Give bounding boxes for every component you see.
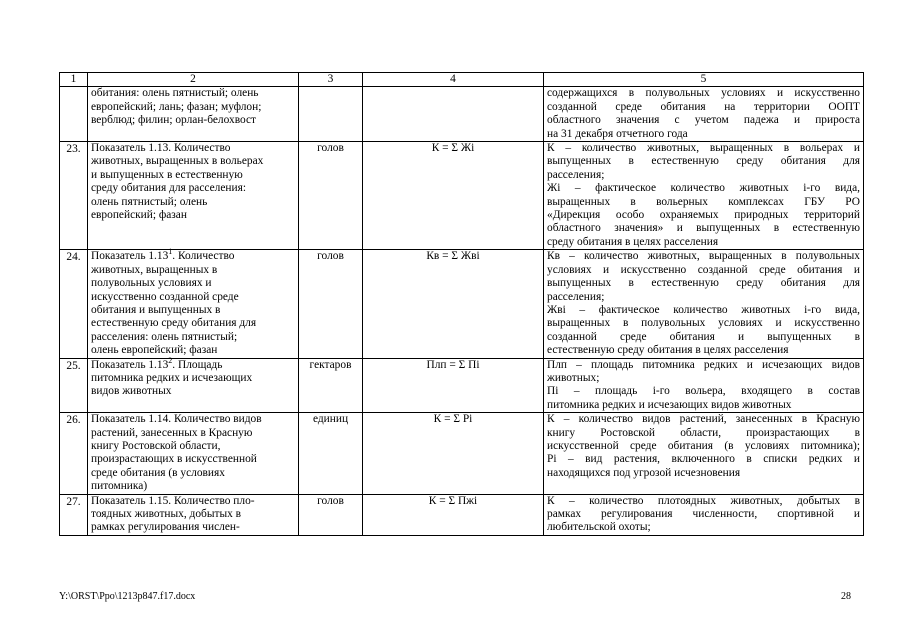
indicator-name-line: европейский; фазан (91, 209, 187, 222)
indicator-name-line: питомника) (91, 480, 148, 493)
description-line: К – количество животных, выращенных в вольерах и (547, 142, 860, 155)
column-number-5: 5 (544, 73, 864, 87)
formula-description (544, 413, 864, 494)
formula-description (544, 358, 864, 413)
row-number: 26. (60, 413, 88, 494)
unit-of-measure: единиц (299, 413, 363, 494)
description-line: на 31 декабря отчетного года (547, 127, 688, 140)
table-row (60, 87, 864, 142)
indicator-name (88, 413, 299, 494)
description-line: расселения; (547, 290, 605, 303)
description-line: рамках регулирования численности, спортивной и (547, 508, 860, 520)
description-line: животных; (547, 371, 600, 384)
formula-description (544, 494, 864, 535)
indicator-name (88, 247, 299, 358)
description-line: расселения; (547, 168, 605, 181)
indicator-name-line: растений, занесенных в Красную (91, 426, 253, 439)
description-line: областного значения» и выпущенных в естественную (547, 222, 860, 235)
description-line: среду обитания в целях расселения (547, 235, 719, 248)
row-number (60, 87, 88, 142)
description-line: содержащихся в полувольных условиях и искусственно (547, 87, 860, 100)
formula: К = Σ Рi (363, 413, 544, 494)
indicator-name-line: расселения: олень пятнистый; (91, 330, 238, 343)
indicator-superscript: 1 (168, 247, 173, 257)
indicator-name (88, 494, 299, 535)
description-line: условиях и искусственно созданной среде обитания и (547, 263, 860, 276)
indicator-name-line (91, 247, 295, 263)
description-line: Жi – фактическое количество животных i-го вида, (547, 182, 860, 195)
indicator-name-line: олень пятнистый; олень (91, 195, 208, 208)
indicator-name-line: и выпущенных в естественную (91, 168, 243, 181)
column-number-4: 4 (363, 73, 544, 87)
indicator-table (59, 72, 864, 536)
indicator-name (88, 142, 299, 250)
indicator-title: Показатель 1.13 (91, 250, 169, 263)
indicator-name-line: тоядных животных, добытых в (91, 508, 242, 520)
indicator-name-line: европейский; лань; фазан; муфлон; (91, 100, 262, 113)
row-number: 24. (60, 250, 88, 358)
description-line: выращенных в полувольных условиях и искусственно (547, 317, 860, 330)
column-number-1: 1 (60, 73, 88, 87)
indicator-superscript: 2 (168, 355, 173, 365)
description-line: Плп – площадь питомника редких и исчезающих видов (547, 358, 860, 371)
description-line: находящихся под угрозой исчезновения (547, 466, 741, 479)
formula-description (544, 142, 864, 250)
table-row (60, 250, 864, 358)
description-line: созданной среде обитания на территории ООПТ (547, 100, 860, 113)
description-line: «Дирекция особо охраняемых природных территорий (547, 209, 860, 222)
description-line: созданной среде обитания и выпущенных в (547, 330, 860, 343)
description-line: естественную среду обитания в целях расселения (547, 344, 789, 357)
formula-description (544, 250, 864, 358)
indicator-name (88, 87, 299, 142)
description-line: выпущенных в естественную среду обитания для (547, 277, 860, 290)
unit-of-measure: голов (299, 494, 363, 535)
indicator-name-line: питомника редких и исчезающих (91, 371, 253, 384)
table-row (60, 358, 864, 413)
indicator-name-line: среду обитания для расселения: (91, 182, 246, 195)
indicator-name-line: животных, выращенных в (91, 263, 218, 276)
description-line: выращенных в вольерных комплексах ГБУ РО (547, 195, 860, 208)
description-line: питомника редких и исчезающих видов животных (547, 398, 792, 411)
page-number: 28 (841, 591, 851, 602)
table-row (60, 494, 864, 535)
description-line: К – количество видов растений, занесенных в Красную (547, 413, 860, 426)
footer-file-path: Y:\ORST\Ppo\1213p847.f17.docx (59, 591, 196, 602)
table-row (60, 413, 864, 494)
formula: К = Σ Пжi (363, 494, 544, 535)
unit-of-measure (299, 87, 363, 142)
unit-of-measure: гектаров (299, 358, 363, 413)
indicator-name (88, 355, 299, 413)
indicator-name-line (91, 355, 295, 372)
indicator-name-line: полувольных условиях и (91, 277, 212, 290)
description-line: любительской охоты; (547, 521, 651, 534)
indicator-name-line: животных, выращенных в вольерах (91, 155, 264, 168)
column-number-row (60, 73, 864, 87)
description-line: книгу Ростовской области, произрастающих в (547, 426, 860, 439)
description-line: искусственной среде обитания (в условиях питомника); (547, 439, 860, 452)
indicator-name-line: Показатель 1.13. Количество (91, 142, 231, 155)
description-line: Пi – площадь i-го вольера, входящего в состав (547, 385, 860, 398)
unit-of-measure: голов (299, 142, 363, 250)
formula (363, 87, 544, 142)
column-number-3: 3 (299, 73, 363, 87)
indicator-name-line: Показатель 1.14. Количество видов (91, 413, 262, 426)
column-number-2: 2 (88, 73, 299, 87)
formula: К = Σ Жi (363, 142, 544, 250)
description-line: Жвi – фактическое количество животных i-го вида, (547, 303, 860, 316)
indicator-name-line: произрастающих в искусственной (91, 453, 257, 466)
indicator-name-line: обитания и выпущенных в (91, 303, 221, 316)
indicator-name-line: книгу Ростовской области, (91, 439, 221, 452)
formula-description (544, 87, 864, 142)
indicator-name-line: естественную среду обитания для (91, 317, 257, 330)
indicator-name-line: обитания: олень пятнистый; олень (91, 87, 259, 100)
row-number: 25. (60, 358, 88, 413)
row-number: 23. (60, 142, 88, 250)
indicator-name-line: видов животных (91, 385, 172, 398)
indicator-name-line: рамках регулирования числен- (91, 521, 240, 534)
table-row (60, 142, 864, 250)
description-line: областного значения с учетом падежа и прироста (547, 114, 860, 127)
indicator-name-line: искусственно созданной среде (91, 290, 239, 303)
indicator-title-rest: . Площадь (172, 358, 223, 371)
indicator-name-line: олень европейский; фазан (91, 344, 218, 357)
indicator-name-line: среде обитания (в условиях (91, 466, 225, 479)
formula: Кв = Σ Жвi (363, 250, 544, 358)
description-line: выпущенных в естественную среду обитания для (547, 155, 860, 168)
indicator-title-rest: . Количество (172, 250, 235, 263)
description-line: Рi – вид растения, включенного в списки редких и (547, 453, 860, 466)
indicator-name-line: Показатель 1.15. Количество пло- (91, 494, 255, 507)
description-line: Кв – количество животных, выращенных в полувольных (547, 250, 860, 263)
unit-of-measure: голов (299, 250, 363, 358)
indicator-title: Показатель 1.13 (91, 358, 169, 371)
description-line: К – количество плотоядных животных, добытых в (547, 494, 860, 507)
row-number: 27. (60, 494, 88, 535)
indicator-name-line: верблюд; филин; орлан-белохвост (91, 114, 257, 127)
formula: Плп = Σ Пi (363, 358, 544, 413)
